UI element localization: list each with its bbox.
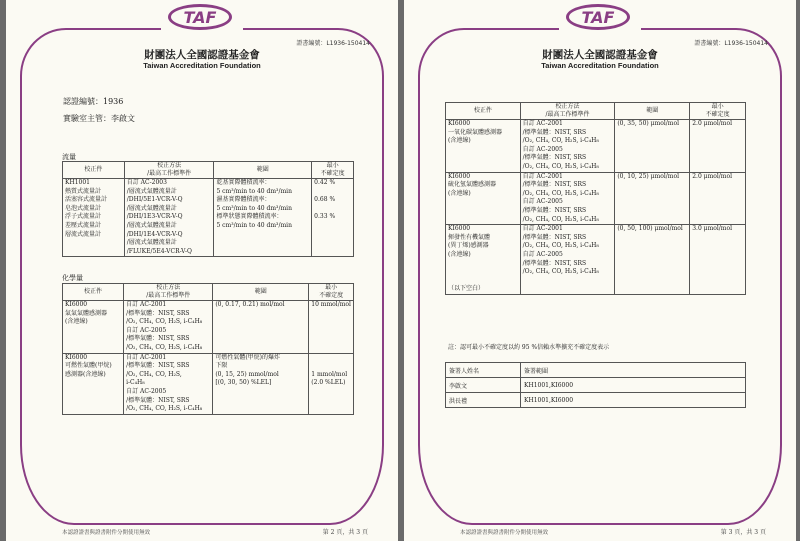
item-cell: KH1001 熱質式流量計 活塞容式流量計 皂泡式流量計 浮子式流量計 差壓式流量計 層流式流量計 [63,179,125,257]
col-header-item: 校正件 [446,103,521,120]
col-header-item: 校正件 [63,284,124,301]
taf-logo [161,1,243,35]
certificate-number: 證書編號：L1936-150414 [296,40,370,47]
logo-oval-icon [168,4,232,30]
page-number: 第 2 頁，共 3 頁 [322,529,368,536]
uncertainty-cell: 3.0 μmol/mol [690,225,746,295]
certificate-page-2 [6,0,398,541]
uncertainty-cell: 10 mmol/mol [309,301,354,354]
range-cell: (0, 10, 25) μmol/mol [615,172,690,225]
uncertainty-cell: 2.0 μmol/mol [690,120,746,173]
certificate-number: 證書編號：L1936-150414 [694,40,768,47]
table-row [446,120,746,173]
range-cell: (0, 50, 100) μmol/mol [615,225,690,295]
signatory-name: 洪長禮 [446,393,521,408]
org-name-en: Taiwan Accreditation Foundation [541,61,659,70]
chem-section-title: 化學量 [62,274,83,282]
method-cell: 自訂 AC-2001 /標準氣體：NIST, SRS /O₂, CH₄, CO, H₂S, i-C₄H₈ 自訂 AC-2005 /標準氣體：NIST, SRS /O₂, CH₄, CO, H₂S, i-C₄H₈ [520,172,615,225]
org-name-en: Taiwan Accreditation Foundation [143,61,261,70]
col-header-method: 校正方法 /最高工作標準件 [520,103,615,120]
org-name-zh: 財團法人全國認證基金會 [144,49,260,61]
item-cell: KI6000 硫化氫氣體感測器 (含連線) [446,172,521,225]
signatory-scope: KH1001,KI6000 [521,393,746,408]
uncertainty-note: 註：認可最小不確定度以約 95 %信賴水準擴充不確定度表示 [448,344,610,351]
table-row [446,393,746,408]
range-cell: (0, 35, 50) μmol/mol [615,120,690,173]
table-header-row [446,363,746,378]
signatory-name: 李啟文 [446,378,521,393]
item-cell: KI6000 揮發性有機氣體 (異丁烯)感測器 (含連線) （以下空白） [446,225,521,295]
certificate-page-3 [404,0,796,541]
org-name-zh: 財團法人全國認證基金會 [542,49,658,61]
col-header-item: 校正件 [63,162,125,179]
logo-text: TAF [581,7,615,27]
logo-oval-icon [566,4,630,30]
signatory-scope: KH1001,KI6000 [521,378,746,393]
flow-section-title: 流量 [62,153,76,161]
table-row [63,179,354,257]
uncertainty-cell: 1 mmol/mol (2.0 %LEL) [309,353,354,414]
method-cell: 自訂 AC-2001 /標準氣體：NIST, SRS /O₂, CH₄, CO, H₂S, i-C₄H₈ 自訂 AC-2005 /標準氣體：NIST, SRS /O₂, CH₄, CO, H₂S, i-C₄H₈ [520,225,615,295]
item-cell: KI6000 一氧化碳氣體感測器 (含連線) [446,120,521,173]
flow-table [62,161,354,257]
range-cell: (0, 0.17, 0.21) mol/mol [213,301,309,354]
item-cell: KI6000 氣氣氣體感測器 (含連線) [63,301,124,354]
col-header-uncertainty: 最小 不確定度 [690,103,746,120]
table-row [63,301,354,354]
table-row [63,353,354,414]
table-row [446,225,746,295]
lab-manager: 實驗室主管：李啟文 [63,114,135,123]
logo-text: TAF [183,7,217,27]
table-row [446,172,746,225]
uncertainty-cell: 0.42 % 0.68 % 0.33 % [312,179,354,257]
signatory-scope-header: 簽署範圍 [521,363,746,378]
footer-note: 本認證證書與證書附件分開使用無效 [62,530,151,536]
item-cell: KI6000 可燃性氣體(甲烷) 感測器(含連線) [63,353,124,414]
table-row [446,378,746,393]
col-header-uncertainty: 最小 不確定度 [312,162,354,179]
method-cell: 自訂 AC-2001 /標準氣體：NIST, SRS /O₂, CH₄, CO, H₂S, i-C₄H₈ 自訂 AC-2005 /標準氣體：NIST, SRS /O₂, CH₄, CO, H₂S, i-C₄H₈ [124,301,213,354]
chem-table [62,283,354,415]
accreditation-number: 認證編號：1936 [63,97,124,106]
end-of-list-marker: （以下空白） [448,285,485,293]
footer-note: 本認證證書與證書附件分開使用無效 [460,530,549,536]
col-header-uncertainty: 最小 不確定度 [309,284,354,301]
chem-table-continued [445,102,746,295]
range-cell: 可燃性氣體(甲烷)的爆炸 下限 (0, 15, 25) mmol/mol [(0, 30, 50) %LEL] [213,353,309,414]
range-cell: 乾基實際體積流率： 5 cm³/min to 40 dm³/min 濕基實際體積流率： 5 cm³/min to 40 dm³/min 標準狀態實際體積流率： 5 cm³/min to 40 dm³/min [214,179,312,257]
signatory-name-header: 簽署人姓名 [446,363,521,378]
method-cell: 自訂 AC-2003 /層流式氣體流量計 /DHI/5E1-VCR-V-Q /層流式氣體流量計 /DHI/1E3-VCR-V-Q /層流式氣體流量計 /DHI/1E4-VCR-V-Q /層流式氣體流量計 /FLUKE/5E4-VCR-V-Q [124,179,214,257]
col-header-range: 範圍 [615,103,690,120]
signatory-table [445,362,746,408]
col-header-range: 範圍 [214,162,312,179]
method-cell: 自訂 AC-2001 /標準氣體：NIST, SRS /O₂, CH₄, CO, H₂S, i-C₄H₈ 自訂 AC-2005 /標準氣體：NIST, SRS /O₂, CH₄, CO, H₂S, i-C₄H₈ [520,120,615,173]
col-header-method: 校正方法 /最高工作標準件 [124,162,214,179]
uncertainty-cell: 2.0 μmol/mol [690,172,746,225]
taf-logo [559,1,641,35]
col-header-method: 校正方法 /最高工作標準件 [124,284,213,301]
method-cell: 自訂 AC-2001 /標準氣體：NIST, SRS /O₂, CH₄, CO, H₂S, i-C₄H₈ 自訂 AC-2005 /標準氣體：NIST, SRS /O₂, CH₄, CO, H₂S, i-C₄H₈ [124,353,213,414]
col-header-range: 範圍 [213,284,309,301]
page-number: 第 3 頁，共 3 頁 [720,529,766,536]
